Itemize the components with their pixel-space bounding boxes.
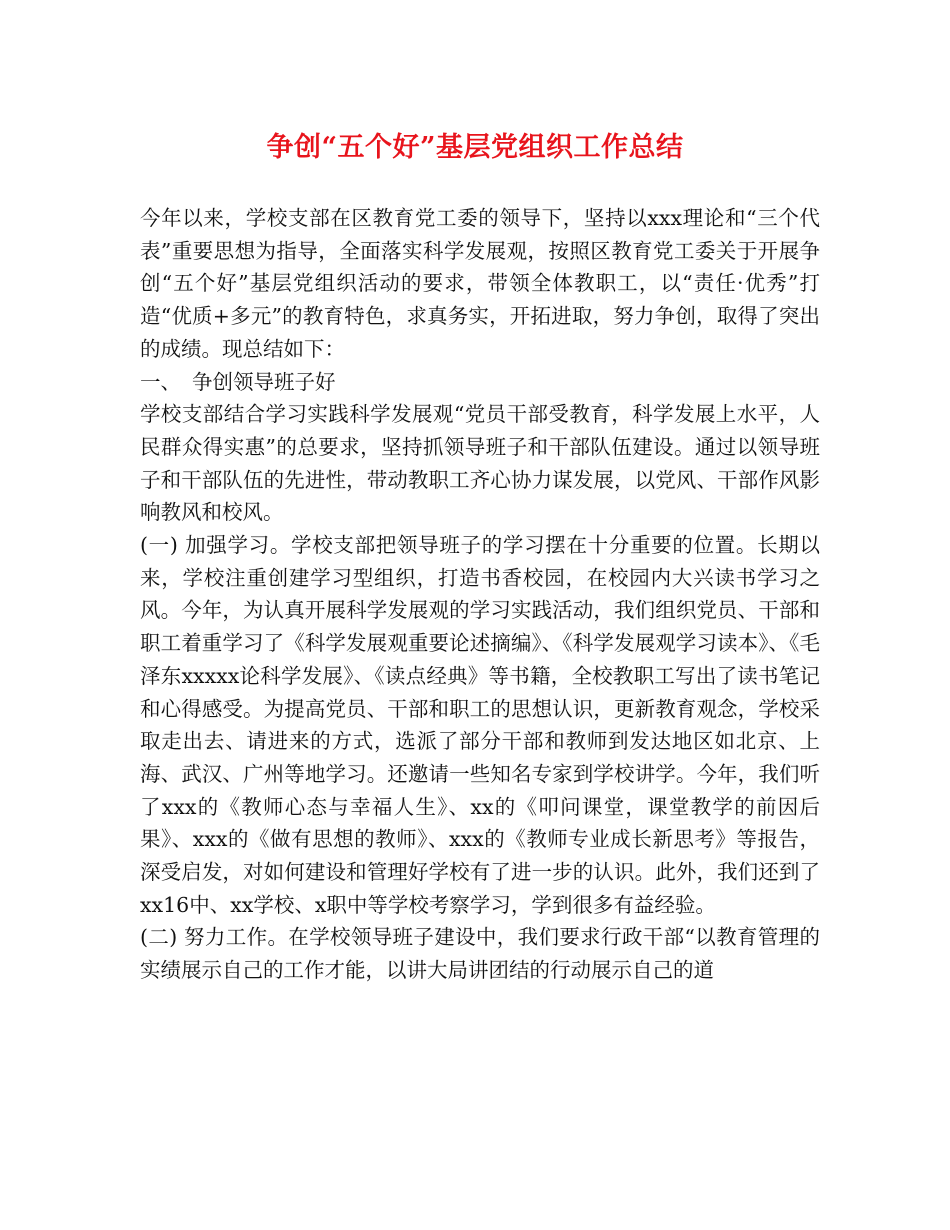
subsection-work-paragraph: (二) 努力工作。在学校领导班子建设中，我们要求行政干部“以教育管理的实绩展示自己的工作才能，以讲大局讲团结的行动展示自己的道 [140, 925, 820, 983]
section-number: 一、 [140, 369, 181, 394]
subsection-study-paragraph: (一) 加强学习。学校支部把领导班子的学习摆在十分重要的位置。长期以来，学校注重创建学习型组织，打造书香校园，在校园内大兴读书学习之风。今年，为认真开展科学发展观的学习实践活动，我们组织党员、干部和职工着重学习了《科学发展观重要论述摘编》、《科学发展观学习读本》、《毛泽东xxxxx论科学发展》、《读点经典》等书籍，全校教职工写出了读书笔记和心得感受。为提高党员、干部和职工的思想认识，更新教育观念，学校采取走出去、请进来的方式，选派了部分干部和教师到发达地区如北京、上海、武汉、广州等地学习。还邀请一些知名专家到学校讲学。今年，我们听了xxx的《教师心态与幸福人生》、xx的《叩问课堂，课堂教学的前因后果》、xxx的《做有思想的教师》、xxx的《教师专业成长新思考》等报告，深受启发，对如何建设和管理好学校有了进一步的认识。此外，我们还到了xx16中、xx学校、x职中等学校考察学习，学到很多有益经验。 [140, 533, 820, 917]
section-body-paragraph: 学校支部结合学习实践科学发展观“党员干部受教育，科学发展上水平，人民群众得实惠”的总要求，坚持抓领导班子和干部队伍建设。通过以领导班子和干部队伍的先进性，带动教职工齐心协力谋发展，以党风、干部作风影响教风和校风。 [140, 402, 820, 525]
section-heading [140, 366, 820, 399]
section-title: 争创领导班子好 [192, 369, 336, 394]
intro-paragraph: 今年以来，学校支部在区教育党工委的领导下，坚持以xxx理论和“三个代表”重要思想为指导，全面落实科学发展观，按照区教育党工委关于开展争创“五个好”基层党组织活动的要求，带领全体教职工，以“责任·优秀”打造“优质+多元”的教育特色，求真务实，开拓进取，努力争创，取得了突出的成绩。现总结如下： [140, 206, 820, 361]
document-title: 争创“五个好”基层党组织工作总结 [266, 132, 684, 163]
document-body [140, 202, 820, 987]
